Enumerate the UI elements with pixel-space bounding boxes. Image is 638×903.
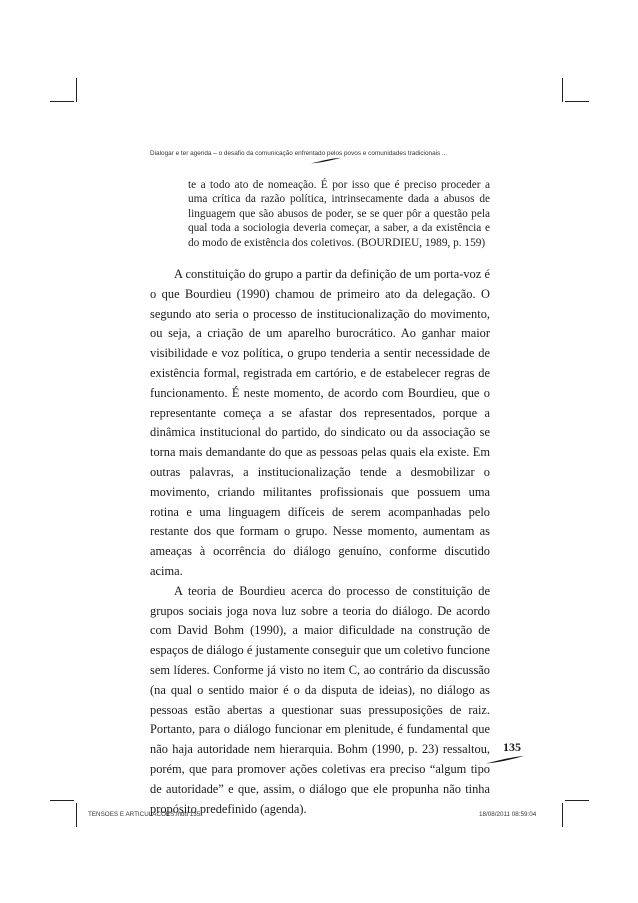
page-number: 135: [503, 740, 521, 754]
swoosh-ornament-icon: [485, 755, 525, 765]
running-head: Dialogar e ter agenda – o desafio da comunicação enfrentado pelos povos e comunidades tradicionais ...: [150, 150, 448, 157]
body-text: [150, 265, 490, 819]
crop-mark: [50, 101, 74, 102]
paragraph: A teoria de Bourdieu acerca do processo de constituição de grupos sociais joga nova luz sobre a teoria do diálogo. De acordo com David Bohm (1990), a maior dificuldade na construção de espaços de diálogo é justamente conseguir que um coletivo funcione sem líderes. Conforme já visto no item C, ao contrário da discussão (na qual o sentido maior é o da disputa de ideias), no diálogo as pessoas estão abertas a questionar suas pressuposições de raiz. Portanto, para o diálogo funcionar em plenitude, é fundamental que não haja autoridade nem hierarquia. Bohm (1990, p. 23) ressaltou, porém, que para promover ações coletivas era preciso “algum tipo de autoridade” e que, assim, o diálogo que ele propunha não tinha propósito predefinido (agenda).: [150, 583, 490, 816]
crop-mark: [562, 78, 563, 102]
crop-mark: [50, 800, 74, 801]
crop-mark: [562, 803, 563, 827]
paragraph: A constituição do grupo a partir da definição de um porta-voz é o que Bourdieu (1990) chamou de primeiro ato da delegação. O segundo ato seria o processo de institucionalização do movimento, ou seja, a criação de um aparelho burocrático. Ao ganhar maior visibilidade e voz política, o grupo tenderia a sentir necessidade de existência formal, registrada em cartório, e de estabelecer regras de funcionamento. É neste momento, de acordo com Bourdieu, que o representante começa a se afastar dos representados, porque a dinâmica institucional do partido, do sindicato ou da associação se torna mais demandante do que as pessoas pelas quais ela existe. Em outras palavras, a institucionalização tende a desmobilizar o movimento, criando militantes profissionais que possuem uma rotina e uma linguagem difíceis de serem acompanhadas pelo restante dos que formam o grupo. Nesse momento, aumentam as ameaças à ocorrência do diálogo genuíno, conforme discutido acima.: [150, 267, 490, 578]
block-quote: te a todo ato de nomeação. É por isso que é preciso proceder a uma crítica da razão política, intrinsecamente dada a abusos de linguagem que são abusos de poder, se se quer pôr a questão pela qual toda a sociologia deveria começar, a saber, a da existência e do modo de existência dos coletivos. (BOURDIEU, 1989, p. 159): [188, 179, 490, 249]
crop-mark: [565, 101, 589, 102]
crop-mark: [76, 78, 77, 102]
swoosh-ornament-icon: [310, 157, 342, 165]
slug-file: TENSOES E ARTICULACOES.indd 135: [88, 811, 201, 818]
crop-mark: [76, 803, 77, 827]
slug-timestamp: 18/08/2011 08:59:04: [479, 811, 537, 818]
crop-mark: [565, 800, 589, 801]
